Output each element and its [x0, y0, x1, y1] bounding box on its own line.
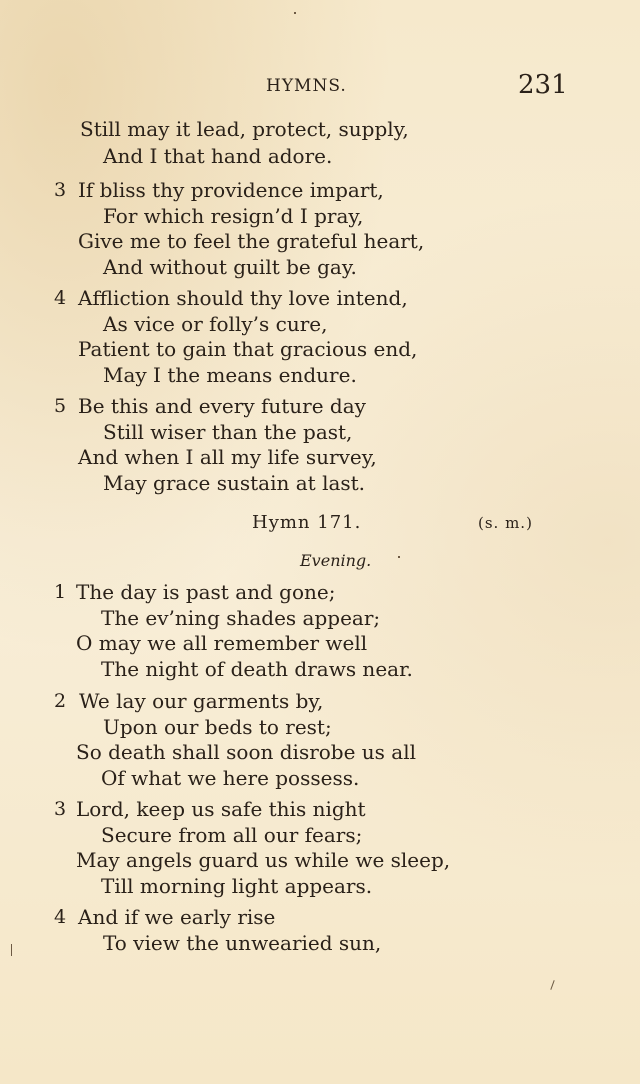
verse-line: Upon our beds to rest;: [103, 715, 332, 739]
verse-line: Still may it lead, protect, supply,: [80, 117, 409, 141]
hymn-meter: (s. m.): [478, 514, 533, 532]
hymn-title: Hymn 171.: [252, 512, 362, 533]
paper-mark: [550, 980, 554, 990]
stanza-number: 3: [54, 798, 67, 820]
paper-mark: [398, 556, 400, 558]
verse-line: Be this and every future day: [78, 394, 366, 418]
stanza-number: 3: [54, 179, 67, 201]
paper-mark: [294, 12, 296, 14]
verse-line: Give me to feel the grateful heart,: [78, 229, 425, 253]
stanza-number: 5: [54, 395, 67, 417]
verse-line: The day is past and gone;: [76, 580, 336, 604]
verse-line: The night of death draws near.: [101, 657, 413, 681]
verse-line: And when I all my life survey,: [78, 445, 377, 469]
running-head: HYMNS.: [266, 76, 347, 96]
verse-line: Patient to gain that gracious end,: [78, 337, 418, 361]
verse-line: May angels guard us while we sleep,: [76, 848, 451, 872]
verse-line: So death shall soon disrobe us all: [76, 740, 417, 764]
verse-line: Still wiser than the past,: [103, 420, 353, 444]
verse-line: Of what we here possess.: [101, 766, 360, 790]
verse-line: Secure from all our fears;: [101, 823, 363, 847]
verse-line: May I the means endure.: [103, 363, 357, 387]
stanza-number: 4: [54, 906, 67, 928]
verse-line: For which resign’d I pray,: [103, 204, 364, 228]
verse-line: We lay our garments by,: [79, 689, 324, 713]
verse-line: O may we all remember well: [76, 631, 368, 655]
verse-line: If bliss thy providence impart,: [78, 178, 384, 202]
page-number: 231: [518, 70, 568, 100]
verse-line: The ev’ning shades appear;: [101, 606, 381, 630]
verse-line: May grace sustain at last.: [103, 471, 366, 495]
verse-line: And without guilt be gay.: [103, 255, 357, 279]
verse-line: Lord, keep us safe this night: [76, 797, 366, 821]
verse-line: Affliction should thy love intend,: [78, 286, 408, 310]
hymn-subtitle: Evening.: [300, 551, 372, 570]
verse-line: Till morning light appears.: [101, 874, 373, 898]
stanza-number: 1: [54, 581, 67, 603]
stanza-number: 4: [54, 287, 67, 309]
paper-mark: [11, 944, 12, 956]
verse-line: And if we early rise: [78, 905, 276, 929]
verse-line: As vice or folly’s cure,: [103, 312, 328, 336]
verse-line: To view the unwearied sun,: [103, 931, 382, 955]
verse-line: And I that hand adore.: [103, 144, 333, 168]
stanza-number: 2: [54, 690, 67, 712]
